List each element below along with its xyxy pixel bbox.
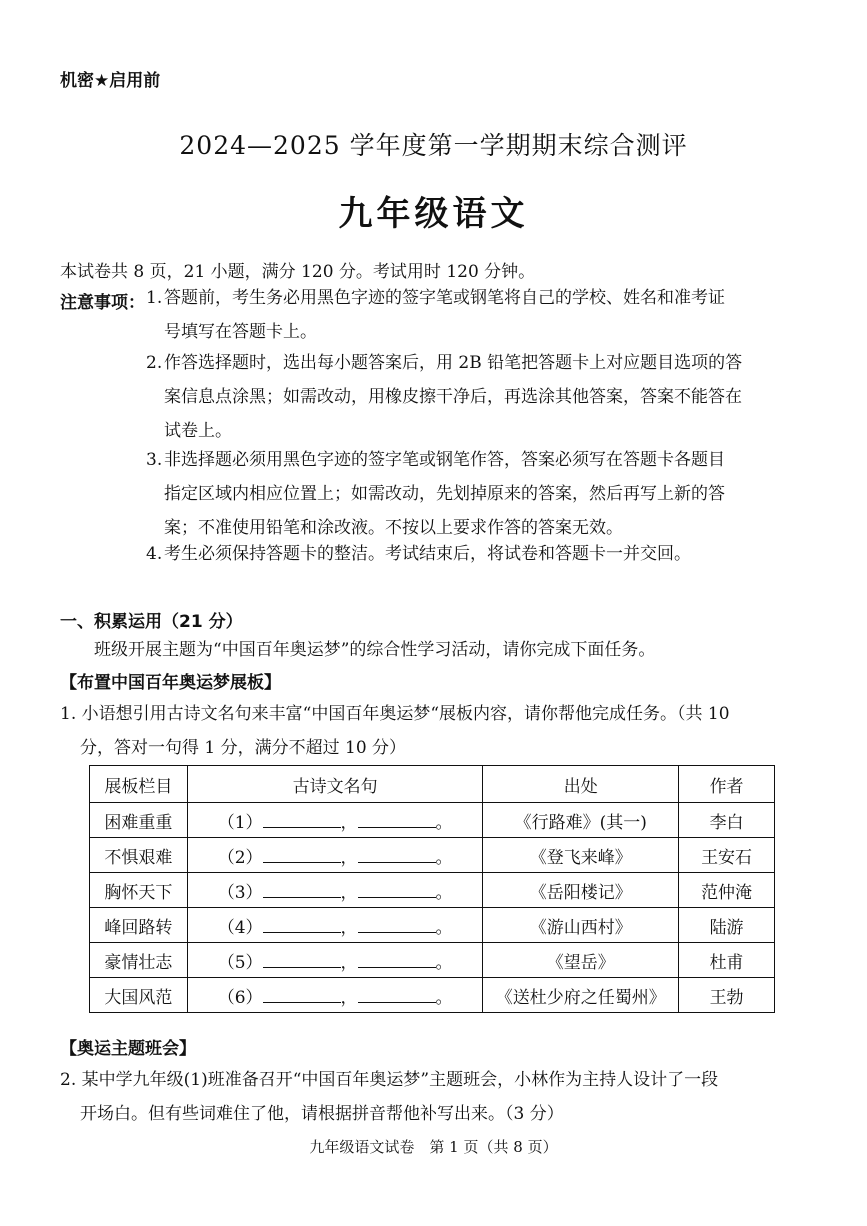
source-cell: 《游山西村》 bbox=[483, 908, 679, 943]
note-line: 案；不准使用铅笔和涂改液。不按以上要求作答的答案无效。 bbox=[164, 518, 623, 538]
source-cell: 《送杜少府之任蜀州》 bbox=[483, 978, 679, 1013]
table-header: 出处 bbox=[483, 766, 679, 803]
question-2-line: 2. 某中学九年级(1)班准备召开“中国百年奥运梦”主题班会，小林作为主持人设计了一段 bbox=[60, 1070, 719, 1090]
note-number: 1. bbox=[146, 288, 163, 308]
note-number: 4. bbox=[146, 544, 163, 564]
period: 。 bbox=[435, 882, 453, 903]
blank-number: （6） bbox=[217, 987, 263, 1008]
blank-number: （5） bbox=[217, 952, 263, 973]
table-row bbox=[90, 943, 775, 978]
note-line: 指定区域内相应位置上；如需改动，先划掉原来的答案，然后再写上新的答 bbox=[164, 484, 725, 504]
answer-blank[interactable] bbox=[263, 986, 341, 1003]
period: 。 bbox=[435, 812, 453, 833]
note-line: 号填写在答题卡上。 bbox=[164, 322, 317, 342]
table-header: 作者 bbox=[679, 766, 775, 803]
author-cell: 王安石 bbox=[679, 838, 775, 873]
comma: ， bbox=[340, 917, 358, 938]
note-line: 答题前，考生务必用黑色字迹的签字笔或钢笔将自己的学校、姓名和准考证 bbox=[164, 288, 725, 308]
source-cell: 《岳阳楼记》 bbox=[483, 873, 679, 908]
note-line: 试卷上。 bbox=[164, 421, 232, 441]
table-row bbox=[90, 803, 775, 838]
note-item-1 bbox=[146, 281, 810, 349]
answer-blank[interactable] bbox=[358, 951, 436, 968]
answer-cell bbox=[187, 978, 483, 1013]
exam-intro: 本试卷共 8 页，21 小题，满分 120 分。考试用时 120 分钟。 bbox=[60, 262, 536, 282]
task-title-1: 【布置中国百年奥运梦展板】 bbox=[60, 673, 281, 693]
column-cell: 困难重重 bbox=[90, 803, 188, 838]
author-cell: 陆游 bbox=[679, 908, 775, 943]
author-cell: 杜甫 bbox=[679, 943, 775, 978]
question-1-line: 分，答对一句得 1 分，满分不超过 10 分） bbox=[80, 738, 407, 758]
poem-table bbox=[89, 765, 775, 1013]
answer-blank[interactable] bbox=[263, 951, 341, 968]
task-title-2: 【奥运主题班会】 bbox=[60, 1039, 196, 1059]
answer-cell bbox=[187, 873, 483, 908]
note-line: 考生必须保持答题卡的整洁。考试结束后，将试卷和答题卡一并交回。 bbox=[164, 544, 691, 564]
table-header-row bbox=[90, 766, 775, 803]
note-line: 作答选择题时，选出每小题答案后，用 2B 铅笔把答题卡上对应题目选项的答 bbox=[164, 353, 743, 373]
period: 。 bbox=[435, 987, 453, 1008]
period: 。 bbox=[435, 917, 453, 938]
comma: ， bbox=[340, 987, 358, 1008]
author-cell: 李白 bbox=[679, 803, 775, 838]
comma: ， bbox=[340, 882, 358, 903]
period: 。 bbox=[435, 952, 453, 973]
column-cell: 豪情壮志 bbox=[90, 943, 188, 978]
note-line: 案信息点涂黑；如需改动，用橡皮擦干净后，再选涂其他答案，答案不能答在 bbox=[164, 387, 742, 407]
source-cell: 《望岳》 bbox=[483, 943, 679, 978]
answer-cell bbox=[187, 943, 483, 978]
page-footer: 九年级语文试卷 第 1 页（共 8 页） bbox=[309, 1138, 558, 1156]
table-row bbox=[90, 873, 775, 908]
note-number: 2. bbox=[146, 353, 163, 373]
answer-blank[interactable] bbox=[358, 881, 436, 898]
blank-number: （4） bbox=[217, 917, 263, 938]
table-header: 古诗文名句 bbox=[187, 766, 483, 803]
note-number: 3. bbox=[146, 450, 163, 470]
comma: ， bbox=[340, 847, 358, 868]
blank-number: （3） bbox=[217, 882, 263, 903]
author-cell: 王勃 bbox=[679, 978, 775, 1013]
period: 。 bbox=[435, 847, 453, 868]
section-title: 一、积累运用（21 分） bbox=[60, 612, 243, 632]
confidential-mark: 机密★启用前 bbox=[60, 71, 161, 91]
section-intro: 班级开展主题为“中国百年奥运梦”的综合性学习活动，请你完成下面任务。 bbox=[94, 640, 656, 660]
answer-blank[interactable] bbox=[358, 916, 436, 933]
notes-label: 注意事项： bbox=[60, 293, 145, 313]
answer-cell bbox=[187, 908, 483, 943]
answer-blank[interactable] bbox=[263, 846, 341, 863]
blank-number: （2） bbox=[217, 847, 263, 868]
table-row bbox=[90, 978, 775, 1013]
source-cell: 《行路难》(其一) bbox=[483, 803, 679, 838]
question-2-line: 开场白。但有些词难住了他，请根据拼音帮他补写出来。（3 分） bbox=[80, 1104, 564, 1124]
table-row bbox=[90, 838, 775, 873]
column-cell: 胸怀天下 bbox=[90, 873, 188, 908]
column-cell: 峰回路转 bbox=[90, 908, 188, 943]
answer-blank[interactable] bbox=[358, 846, 436, 863]
answer-blank[interactable] bbox=[263, 811, 341, 828]
column-cell: 大国风范 bbox=[90, 978, 188, 1013]
table-header: 展板栏目 bbox=[90, 766, 188, 803]
answer-cell bbox=[187, 838, 483, 873]
comma: ， bbox=[340, 952, 358, 973]
answer-blank[interactable] bbox=[358, 811, 436, 828]
blank-number: （1） bbox=[217, 812, 263, 833]
source-cell: 《登飞来峰》 bbox=[483, 838, 679, 873]
question-1-line: 1. 小语想引用古诗文名句来丰富“中国百年奥运梦“展板内容，请你帮他完成任务。（共 10 bbox=[60, 704, 730, 724]
exam-title: 2024—2025 学年度第一学期期末综合测评 bbox=[179, 131, 688, 160]
subject-title: 九年级语文 bbox=[338, 194, 529, 234]
question-2 bbox=[60, 1063, 810, 1131]
note-item-2 bbox=[146, 346, 810, 448]
answer-blank[interactable] bbox=[263, 881, 341, 898]
note-item-3 bbox=[146, 443, 810, 545]
question-1 bbox=[60, 697, 810, 765]
answer-cell bbox=[187, 803, 483, 838]
author-cell: 范仲淹 bbox=[679, 873, 775, 908]
column-cell: 不惧艰难 bbox=[90, 838, 188, 873]
comma: ， bbox=[340, 812, 358, 833]
answer-blank[interactable] bbox=[358, 986, 436, 1003]
note-line: 非选择题必须用黑色字迹的签字笔或钢笔作答，答案必须写在答题卡各题目 bbox=[164, 450, 725, 470]
answer-blank[interactable] bbox=[263, 916, 341, 933]
table-row bbox=[90, 908, 775, 943]
note-item-4 bbox=[146, 537, 810, 571]
